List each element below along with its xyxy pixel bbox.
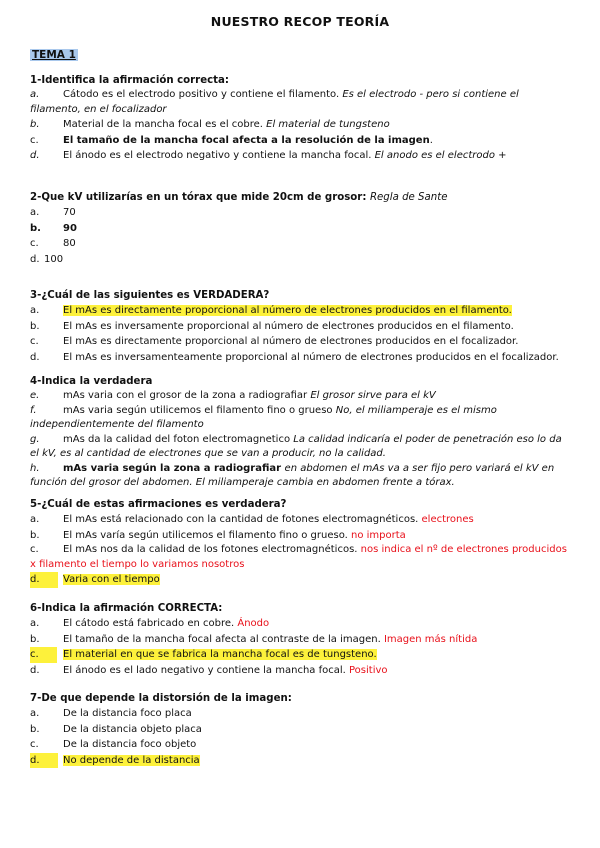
question-statement: 2-Que kV utilizarías en un tórax que mide 20cm de grosor: <box>30 192 370 203</box>
option-statement: Cátodo es el electrodo positivo y contiene el filamento. <box>63 89 343 100</box>
option-text <box>30 647 570 663</box>
option-d <box>30 753 570 769</box>
option-text <box>30 572 570 588</box>
option-statement: El mAs varía según utilicemos el filamento fino o grueso. <box>63 529 351 541</box>
option-letter: f. <box>30 404 37 416</box>
option-note: en abdomen el mAs va a ser fijo pero variará el kV en función del grosor del abdomen. El miliamperaje cambia en abdomen frente a tórax. <box>30 462 555 488</box>
option-letter: g. <box>30 433 40 445</box>
option-letter: d. <box>30 753 58 769</box>
option-note: Ánodo <box>237 618 270 629</box>
question-1 <box>30 73 570 164</box>
option-letter: h. <box>30 462 40 474</box>
option-letter: b. <box>30 222 41 234</box>
option-b <box>30 528 570 544</box>
question-text: 7-De que depende la distorsión de la imagen: <box>30 693 292 704</box>
option-letter: a. <box>30 618 40 629</box>
option-text <box>30 462 570 491</box>
option-text: 80 <box>63 238 76 249</box>
option-text: El mAs es directamente proporcional al número de electrones producidos en el focalizador. <box>63 336 519 347</box>
option-text <box>30 632 570 648</box>
option-c <box>30 334 570 350</box>
option-b <box>30 117 570 133</box>
option-h <box>30 462 570 491</box>
option-letter: c. <box>30 739 39 750</box>
option-text <box>30 528 570 544</box>
option-c <box>30 647 570 663</box>
option-a <box>30 205 570 221</box>
option-text: El mAs es inversamenteamente proporcional al número de electrones producidos en el focalizador. <box>63 351 559 363</box>
option-note: El material de tungsteno <box>266 119 390 130</box>
option-letter: c. <box>30 238 39 249</box>
option-letter: d. <box>30 150 40 161</box>
option-letter: e. <box>30 390 40 401</box>
page-title: NUESTRO RECOP TEORÍA <box>210 14 390 29</box>
option-g <box>30 433 570 462</box>
option-letter: a. <box>30 305 40 316</box>
question-text: 3-¿Cuál de las siguientes es VERDADERA? <box>30 290 270 301</box>
option-text <box>30 663 570 679</box>
option-e <box>30 389 570 404</box>
option-text <box>30 88 570 117</box>
option-letter: c. <box>30 134 39 146</box>
question-3 <box>30 288 570 365</box>
option-a <box>30 88 570 117</box>
question-text <box>30 190 570 205</box>
option-statement: El cátodo está fabricado en cobre. <box>63 618 238 629</box>
option-statement: El mAs es directamente proporcional al número de electrones producidos en el filamento. <box>63 305 512 316</box>
option-statement: El tamaño de la mancha focal afecta a la resolución de la imagen <box>63 134 430 146</box>
option-text <box>30 512 570 528</box>
option-c <box>30 133 570 149</box>
section-heading: TEMA 1 <box>32 49 76 61</box>
question-2 <box>30 190 570 267</box>
option-statement: El tamaño de la mancha focal afecta al contraste de la imagen. <box>63 633 384 645</box>
option-letter: d. <box>30 253 40 265</box>
option-text <box>30 433 570 462</box>
option-note: Es el electrodo - pero si contiene el filamento, en el focalizador <box>30 89 519 115</box>
option-note: El anodo es el electrodo + <box>374 150 507 161</box>
option-note: Imagen más nítida <box>383 633 478 645</box>
option-text <box>30 616 570 632</box>
option-note: La calidad indicaría el poder de penetración eso lo da el kV, es al cantidad de electrones que se van a producir, no la calidad. <box>30 433 562 459</box>
option-d <box>30 350 570 366</box>
option-text <box>30 117 570 133</box>
option-text <box>30 404 570 433</box>
option-text: De la distancia objeto placa <box>63 723 202 735</box>
question-text: 1-Identifica la afirmación correcta: <box>30 75 229 86</box>
option-text <box>30 148 570 164</box>
option-letter: d. <box>30 351 40 363</box>
question-text: 5-¿Cuál de estas afirmaciones es verdadera? <box>30 499 287 510</box>
question-note: Regla de Sante <box>369 192 448 203</box>
option-statement: Material de la mancha focal es el cobre. <box>63 119 267 130</box>
option-statement: mAs varia según utilicemos el filamento fino o grueso <box>63 404 336 416</box>
option-letter: b. <box>30 633 40 645</box>
option-letter: c. <box>30 647 57 663</box>
option-c <box>30 236 570 252</box>
option-note: . <box>429 134 433 146</box>
question-6 <box>30 601 570 678</box>
option-text: 100 <box>44 253 64 265</box>
question-text: 4-Indica la verdadera <box>30 376 153 387</box>
option-b <box>30 319 570 335</box>
question-5 <box>30 497 570 588</box>
option-statement: El ánodo es el electrodo negativo y contiene la mancha focal. <box>63 150 375 161</box>
option-text <box>30 753 570 769</box>
question-7 <box>30 691 570 768</box>
option-note: electrones <box>421 514 474 525</box>
option-b <box>30 632 570 648</box>
option-statement: Varia con el tiempo <box>63 574 160 585</box>
option-letter: a. <box>30 708 40 719</box>
option-note: Positivo <box>349 664 388 676</box>
option-text: El mAs es inversamente proporcional al número de electrones producidos en el filamento. <box>63 320 514 332</box>
option-text <box>30 133 570 149</box>
option-d <box>30 572 570 588</box>
option-note: no importa <box>351 529 406 541</box>
option-a <box>30 706 570 722</box>
question-4 <box>30 374 570 491</box>
option-letter: a. <box>30 89 40 100</box>
option-statement: mAs da la calidad del foton electromagnetico <box>63 433 294 445</box>
option-statement: El ánodo es el lado negativo y contiene la mancha focal. <box>63 664 349 676</box>
option-statement: mAs varia según la zona a radiografiar <box>63 462 285 474</box>
option-text: 70 <box>63 207 76 218</box>
option-note: El grosor sirve para el kV <box>310 390 436 401</box>
option-text <box>30 389 570 404</box>
option-c <box>30 737 570 753</box>
option-d <box>30 252 570 268</box>
option-letter: d. <box>30 664 40 676</box>
option-b <box>30 221 570 237</box>
option-letter: d. <box>30 572 58 588</box>
option-d <box>30 663 570 679</box>
option-statement: El mAs nos da la calidad de los fotones electromagnéticos. <box>63 544 361 555</box>
option-d <box>30 148 570 164</box>
option-text: De la distancia foco objeto <box>63 739 197 750</box>
option-note: No, el miliamperaje es el mismo independientemente del filamento <box>30 404 497 430</box>
option-letter: b. <box>30 119 40 130</box>
option-text: 90 <box>63 222 77 234</box>
option-statement: No depende de la distancia <box>63 754 200 766</box>
option-text: De la distancia foco placa <box>63 708 192 719</box>
option-c <box>30 543 570 572</box>
option-letter: b. <box>30 320 40 332</box>
option-statement: El mAs está relacionado con la cantidad de fotones electromagnéticos. <box>63 514 422 525</box>
option-letter: a. <box>30 207 40 218</box>
option-f <box>30 404 570 433</box>
option-note: nos indica el nº de electrones producidos x filamento el tiempo lo variamos nosotros <box>30 544 567 570</box>
option-b <box>30 722 570 738</box>
option-letter: b. <box>30 723 40 735</box>
option-a <box>30 512 570 528</box>
option-a <box>30 616 570 632</box>
option-letter: c. <box>30 544 39 555</box>
option-text <box>30 303 570 319</box>
question-text: 6-Indica la afirmación CORRECTA: <box>30 603 223 614</box>
option-letter: c. <box>30 336 39 347</box>
option-a <box>30 303 570 319</box>
option-letter: b. <box>30 529 40 541</box>
option-text <box>30 543 570 572</box>
option-letter: a. <box>30 514 40 525</box>
option-statement: El material en que se fabrica la mancha focal es de tungsteno. <box>63 649 377 660</box>
option-statement: mAs varia con el grosor de la zona a radiografiar <box>63 390 311 401</box>
